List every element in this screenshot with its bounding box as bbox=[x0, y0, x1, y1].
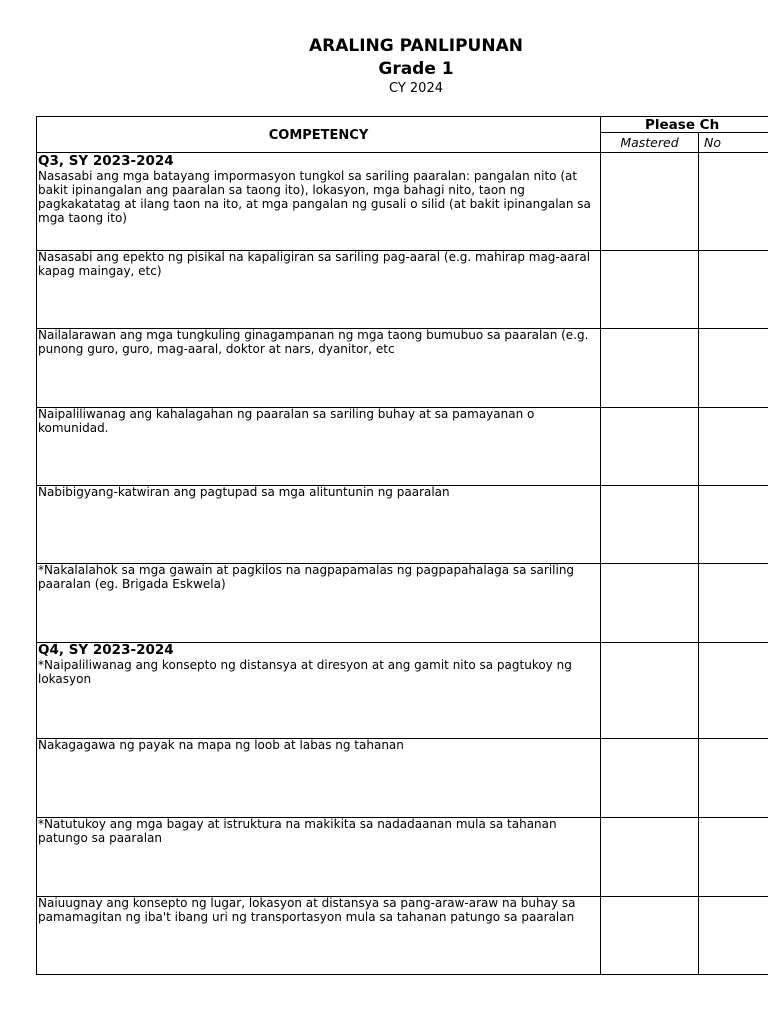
mastered-check-cell[interactable] bbox=[601, 642, 698, 737]
competency-text: Naipaliliwanag ang kahalagahan ng paaralan sa sariling buhay at sa pamayanan o komunidad. bbox=[38, 407, 535, 435]
mastered-check-cell[interactable] bbox=[601, 328, 698, 406]
not-mastered-check-cell[interactable] bbox=[699, 817, 768, 895]
not-mastered-check-cell[interactable] bbox=[699, 896, 768, 973]
mastered-column-header: Mastered bbox=[620, 135, 679, 150]
quarter-label: Q3, SY 2023-2024 bbox=[38, 153, 174, 169]
not-mastered-check-cell[interactable] bbox=[699, 563, 768, 641]
competency-text: Nakagagawa ng payak na mapa ng loob at labas ng tahanan bbox=[38, 738, 404, 752]
competency-text: *Naipaliliwanag ang konsepto ng distansya at diresyon at ang gamit nito sa pagtukoy ng lokasyon bbox=[38, 658, 572, 686]
competency-cell bbox=[38, 896, 598, 924]
competency-text: *Natutukoy ang mga bagay at istruktura na makikita sa nadadaanan mula sa tahanan patungo sa paaralan bbox=[38, 817, 557, 845]
page-title: ARALING PANLIPUNAN bbox=[309, 36, 523, 56]
mastered-check-cell[interactable] bbox=[601, 817, 698, 895]
mastered-check-cell[interactable] bbox=[601, 485, 698, 562]
not-mastered-check-cell[interactable] bbox=[699, 485, 768, 562]
competency-cell bbox=[38, 563, 598, 591]
competency-cell bbox=[38, 407, 598, 435]
header-divider bbox=[601, 132, 768, 133]
competency-text: Naiuugnay ang konsepto ng lugar, lokasyon at distansya sa pang-araw-araw na buhay sa pamamagitan ng iba't ibang uri ng transportasyon mula sa tahanan patungo sa paaralan bbox=[38, 896, 576, 924]
competency-header: COMPETENCY bbox=[268, 127, 369, 143]
not-mastered-check-cell[interactable] bbox=[699, 738, 768, 816]
competency-cell bbox=[38, 328, 598, 356]
not-mastered-column-header: No bbox=[704, 135, 721, 150]
mastered-check-cell[interactable] bbox=[601, 250, 698, 327]
competency-cell bbox=[38, 817, 598, 845]
mastered-check-cell[interactable] bbox=[601, 153, 698, 249]
mastered-check-cell[interactable] bbox=[601, 563, 698, 641]
mastered-check-cell[interactable] bbox=[601, 738, 698, 816]
competency-text: Nasasabi ang epekto ng pisikal na kapaligiran sa sariling pag-aaral (e.g. mahirap mag-aaral kapag maingay, etc) bbox=[38, 250, 591, 278]
please-check-header: Please Ch bbox=[645, 117, 720, 133]
competency-text: *Nakalalahok sa mga gawain at pagkilos na nagpapamalas ng pagpapahalaga sa sariling paaralan (eg. Brigada Eskwela) bbox=[38, 563, 575, 591]
not-mastered-check-cell[interactable] bbox=[699, 250, 768, 327]
competency-cell bbox=[38, 250, 598, 278]
competency-table bbox=[36, 116, 768, 975]
competency-text: Nabibigyang-katwiran ang pagtupad sa mga alituntunin ng paaralan bbox=[38, 485, 450, 499]
mastered-check-cell[interactable] bbox=[601, 407, 698, 484]
table-bottom-border bbox=[37, 974, 768, 975]
grade-subtitle: Grade 1 bbox=[378, 59, 454, 79]
not-mastered-check-cell[interactable] bbox=[699, 153, 768, 249]
quarter-label: Q4, SY 2023-2024 bbox=[38, 642, 174, 658]
competency-cell bbox=[38, 485, 598, 499]
calendar-year: CY 2024 bbox=[388, 81, 443, 96]
not-mastered-check-cell[interactable] bbox=[699, 642, 768, 737]
competency-cell bbox=[38, 642, 598, 686]
not-mastered-check-cell[interactable] bbox=[699, 407, 768, 484]
competency-cell bbox=[38, 738, 598, 752]
mastered-check-cell[interactable] bbox=[601, 896, 698, 973]
competency-cell bbox=[38, 153, 598, 225]
competency-text: Nasasabi ang mga batayang impormasyon tungkol sa sariling paaralan: pangalan nito (at bakit ipinangalan ang paaralan sa taong ito), lokasyon, mga bahagi nito, taon ng pagkakatatag at ilang taon na ito, at mga pangalan ng gusali o silid (at bakit ipinangalan sa mga taong ito) bbox=[38, 169, 591, 225]
not-mastered-check-cell[interactable] bbox=[699, 328, 768, 406]
competency-text: Nailalarawan ang mga tungkuling ginagampanan ng mga taong bumubuo sa paaralan (e.g. punong guro, guro, mag-aaral, doktor at nars, dyanitor, etc bbox=[38, 328, 589, 356]
